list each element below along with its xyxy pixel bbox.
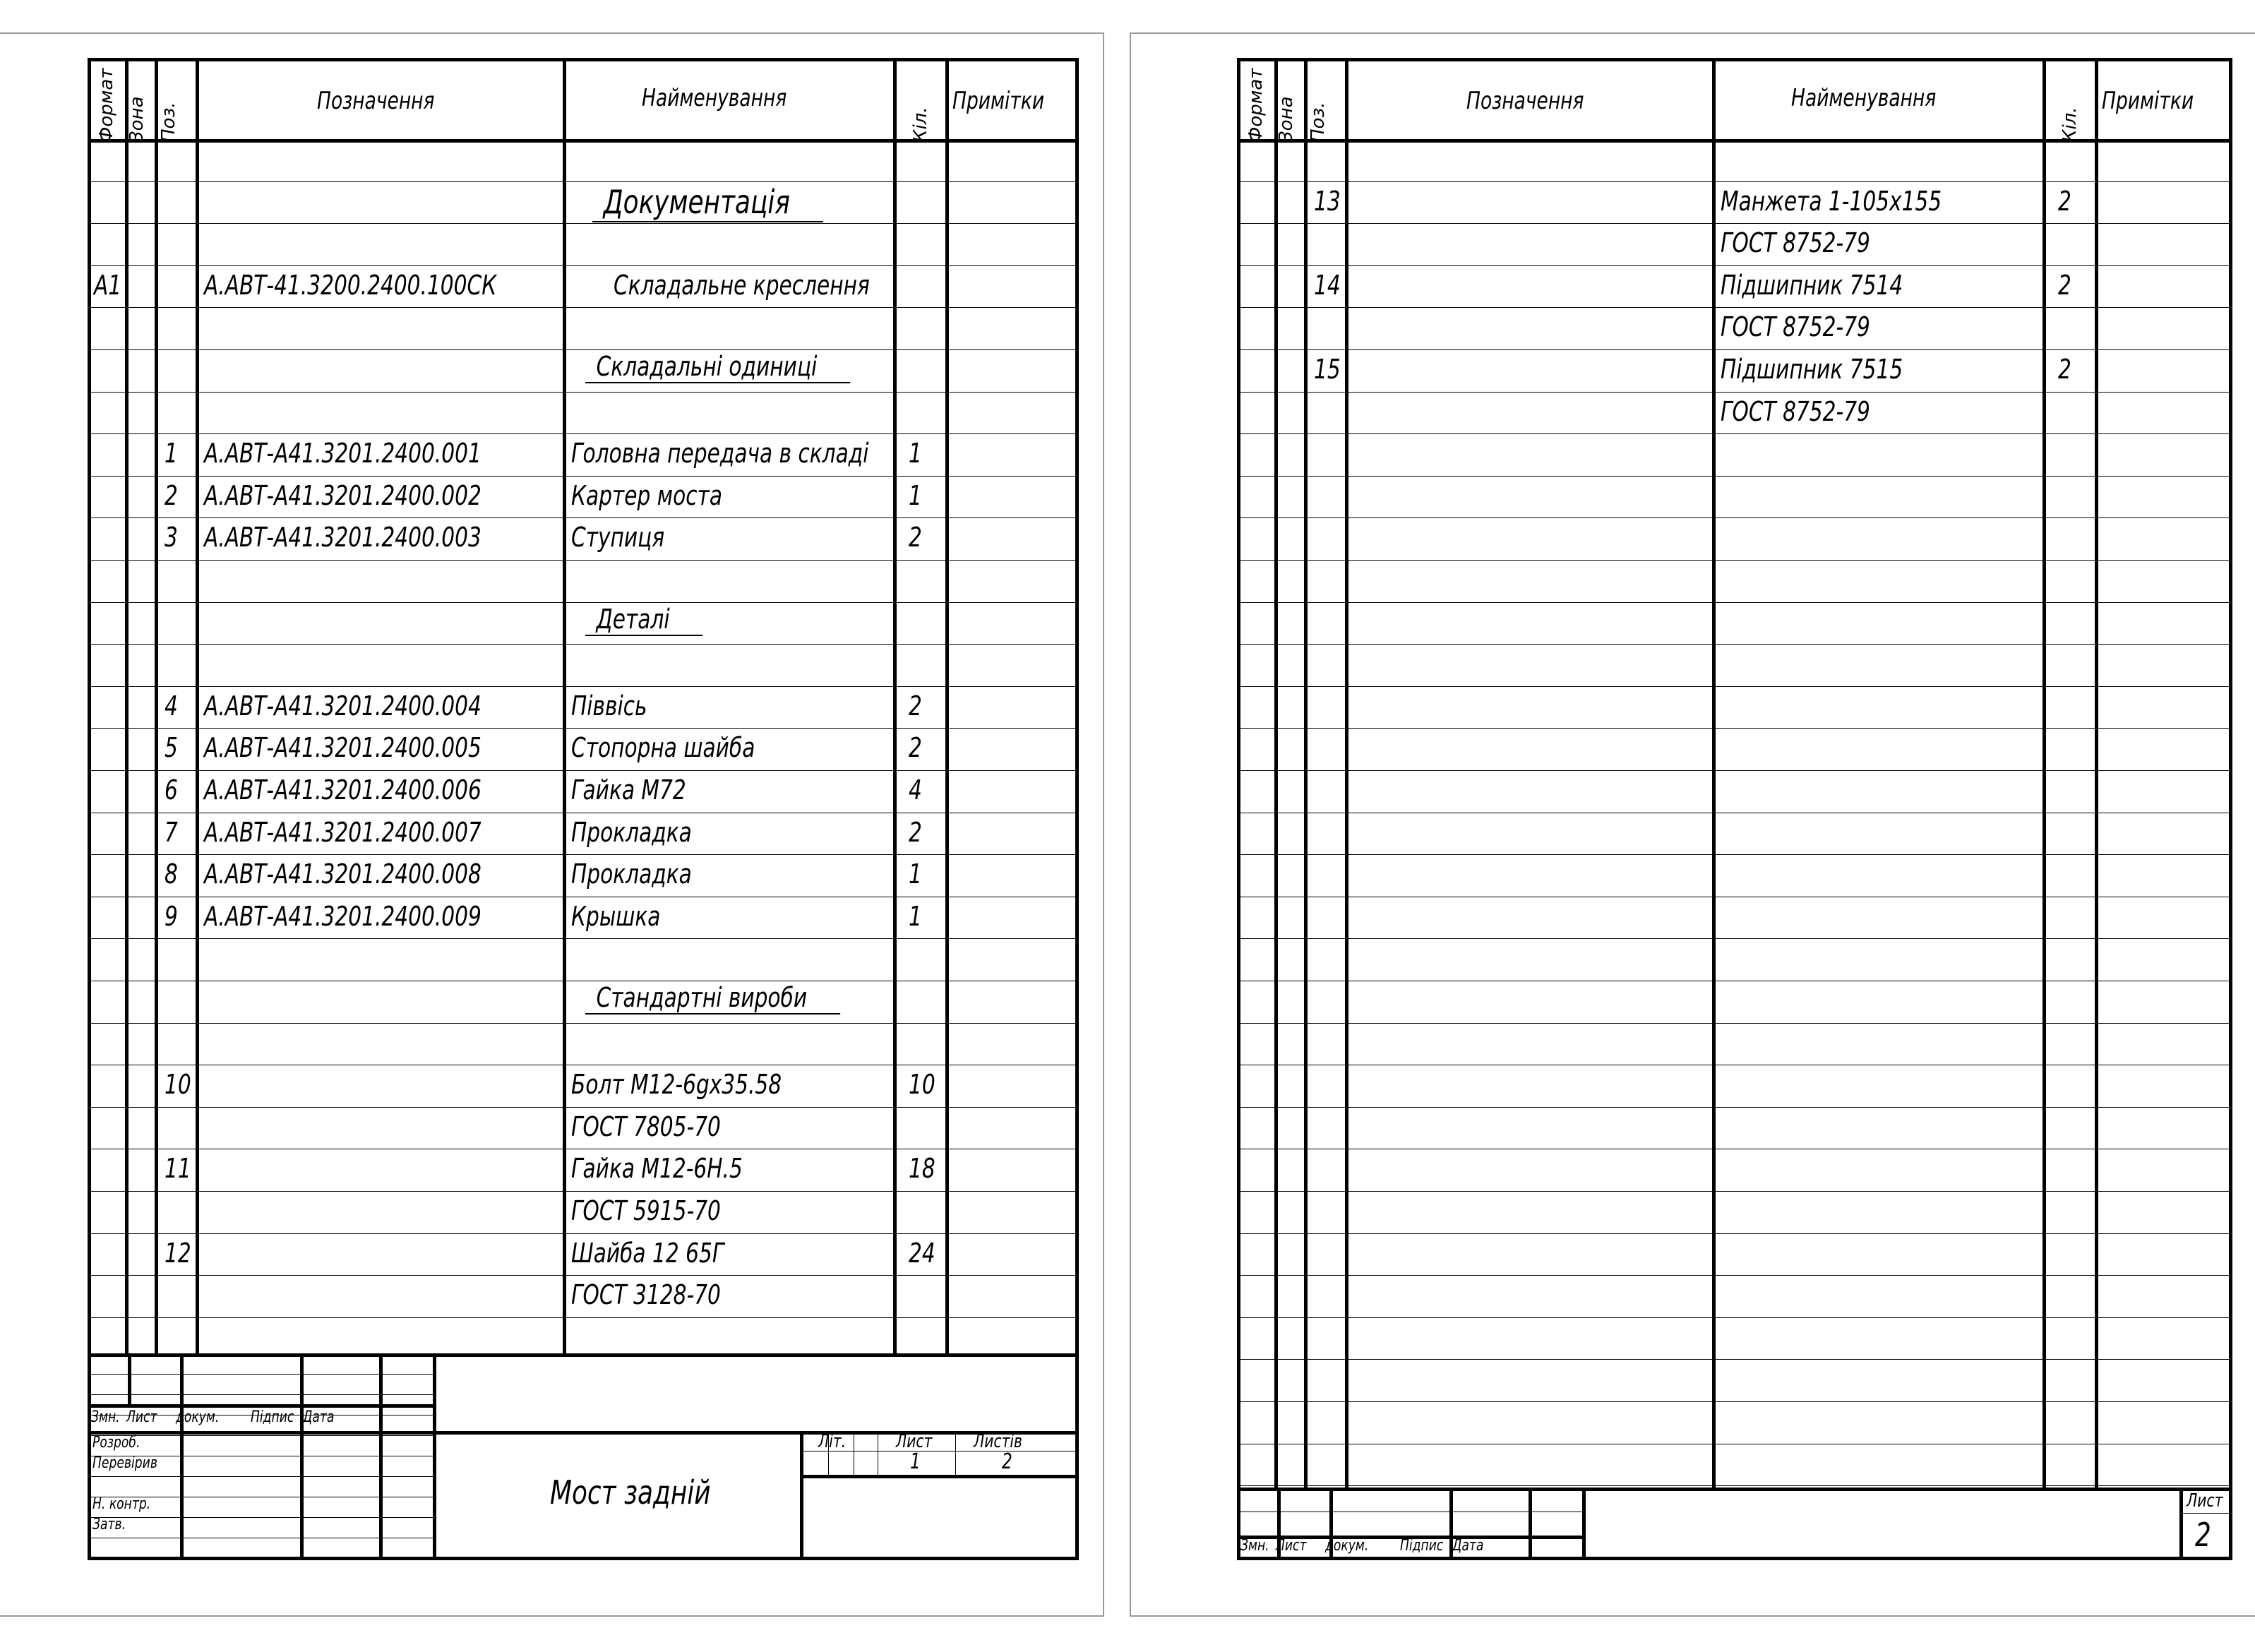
titleblock-row-line: [2179, 1513, 2229, 1514]
table-row-line: [91, 181, 1075, 182]
row-name: ГОСТ 8752-79: [1721, 395, 1870, 427]
row-designation: А.АВТ-А41.3201.2400.007: [204, 816, 481, 848]
row-designation: А.АВТ-А41.3201.2400.006: [204, 774, 481, 806]
titleblock-col-label: Підпис: [251, 1408, 294, 1426]
table-row-line: [91, 476, 1075, 477]
header-qty: Кіл.: [2059, 107, 2081, 143]
table-row-line: [91, 349, 1075, 350]
section-heading: Складальні одиниці: [585, 351, 850, 383]
table-row-line: [1240, 307, 2229, 308]
table-column-line: [1304, 61, 1308, 1488]
titleblock-line: [1582, 1488, 1586, 1557]
header-designation: Позначення: [317, 87, 435, 115]
titleblock-role-label: Н. контр.: [92, 1495, 151, 1513]
row-position: 6: [165, 774, 178, 806]
row-position: 5: [165, 732, 178, 764]
row-position: 15: [1314, 354, 1341, 385]
section-heading: Документація: [592, 183, 823, 222]
table-row-line: [91, 1317, 1075, 1318]
table-column-line: [196, 61, 199, 1353]
table-row-line: [1240, 1107, 2229, 1108]
row-quantity: 24: [909, 1237, 935, 1269]
row-quantity: 2: [909, 690, 922, 722]
row-name: Шайба 12 65Г: [571, 1237, 724, 1269]
titleblock-col-label: Підпис: [1400, 1537, 1444, 1555]
row-position: 9: [165, 900, 178, 932]
table-row-line: [91, 938, 1075, 939]
titleblock-line: [800, 1431, 803, 1557]
table-row-line: [1240, 517, 2229, 518]
row-position: 8: [165, 858, 178, 890]
header-format: Формат: [1245, 68, 1267, 143]
row-name: Підшипник 7515: [1721, 354, 1903, 385]
section-heading: Стандартні вироби: [585, 982, 840, 1014]
table-row-line: [1240, 1191, 2229, 1192]
table-row-line: [1240, 349, 2229, 350]
row-name: ГОСТ 8752-79: [1721, 227, 1870, 259]
row-quantity: 1: [909, 479, 922, 511]
header-name: Найменування: [1791, 84, 1937, 112]
row-quantity: 2: [2058, 354, 2071, 385]
table-row-line: [91, 265, 1075, 266]
table-row-line: [91, 686, 1075, 687]
sheets-value: 2: [1002, 1449, 1012, 1474]
row-name: Ступиця: [571, 522, 665, 553]
row-position: 3: [165, 522, 178, 553]
row-position: 12: [165, 1237, 191, 1269]
table-column-line: [2095, 61, 2098, 1488]
header-designation: Позначення: [1466, 87, 1584, 115]
row-name: Піввісь: [571, 690, 647, 722]
document-title: Мост задній: [550, 1473, 711, 1512]
titleblock-top: [91, 1353, 1075, 1357]
header-pos: Поз.: [1308, 102, 1329, 143]
table-row-line: [91, 307, 1075, 308]
table-row-line: [91, 602, 1075, 603]
table-row-line: [1240, 1485, 2229, 1486]
sheet-2-frame: [1237, 58, 2232, 1560]
header-qty: Кіл.: [910, 107, 931, 143]
row-quantity: 2: [909, 732, 922, 764]
row-name: Складальне креслення: [614, 269, 870, 301]
row-designation: А.АВТ-А41.3201.2400.005: [204, 732, 481, 764]
header-divider: [1240, 139, 2229, 143]
sheet-1-frame: [88, 58, 1079, 1560]
table-row-line: [91, 560, 1075, 561]
table-row-line: [1240, 686, 2229, 687]
table-row-line: [1240, 392, 2229, 393]
titleblock-row-line: [91, 1394, 433, 1395]
table-row-line: [1240, 1359, 2229, 1360]
row-designation: А.АВТ-А41.3201.2400.008: [204, 858, 481, 890]
table-row-line: [91, 770, 1075, 771]
titleblock-col-label: Дата: [303, 1408, 335, 1426]
table-row-line: [91, 854, 1075, 855]
table-row-line: [1240, 560, 2229, 561]
header-notes: Примітки: [952, 87, 1045, 115]
table-row-line: [91, 644, 1075, 645]
table-row-line: [91, 1023, 1075, 1024]
titleblock-top: [1240, 1488, 2229, 1491]
titleblock-col-label: Лист: [1276, 1537, 1307, 1555]
titleblock-divider: [800, 1475, 1075, 1478]
table-column-line: [125, 61, 128, 1353]
sheet-value: 2: [2195, 1516, 2211, 1554]
table-row-line: [1240, 223, 2229, 224]
sheet-value: 1: [910, 1449, 921, 1474]
row-quantity: 1: [909, 438, 922, 469]
table-row-line: [1240, 433, 2229, 434]
sheet-2: [1130, 32, 2255, 1617]
lit-label: Літ.: [818, 1431, 847, 1452]
table-row-line: [1240, 1317, 2229, 1318]
table-row-line: [1240, 644, 2229, 645]
table-row-line: [1240, 476, 2229, 477]
table-row-line: [91, 433, 1075, 434]
row-name: Болт М12-6gх35.58: [571, 1069, 782, 1101]
row-quantity: 4: [909, 774, 922, 806]
table-column-line: [563, 61, 566, 1353]
table-row-line: [1240, 770, 2229, 771]
row-position: 13: [1314, 185, 1341, 217]
sheet-label: Лист: [896, 1431, 933, 1452]
row-name: Картер моста: [571, 479, 722, 511]
row-position: 14: [1314, 269, 1341, 301]
titleblock-line: [379, 1353, 383, 1557]
header-zone: Зона: [1276, 96, 1297, 143]
row-position: 1: [165, 438, 178, 469]
table-row-line: [91, 392, 1075, 393]
titleblock-line: [180, 1353, 184, 1557]
row-designation: А.АВТ-А41.3201.2400.002: [204, 479, 481, 511]
row-position: 7: [165, 816, 178, 848]
row-name: Прокладка: [571, 816, 692, 848]
row-quantity: 10: [909, 1069, 935, 1101]
table-column-line: [1274, 61, 1278, 1488]
table-row-line: [1240, 728, 2229, 729]
row-quantity: 2: [2058, 185, 2071, 217]
table-row-line: [1240, 1023, 2229, 1024]
titleblock-col-label: докум.: [176, 1408, 220, 1426]
row-designation: А.АВТ-А41.3201.2400.009: [204, 900, 481, 932]
table-row-line: [91, 517, 1075, 518]
titleblock-line: [1529, 1488, 1532, 1557]
row-name: ГОСТ 5915-70: [571, 1195, 721, 1226]
table-column-line: [2042, 61, 2046, 1488]
titleblock-divider: [91, 1404, 433, 1408]
row-name: ГОСТ 7805-70: [571, 1111, 721, 1142]
row-name: Гайка М72: [571, 774, 686, 806]
section-heading: Деталі: [585, 604, 702, 636]
header-pos: Поз.: [158, 102, 179, 143]
table-row-line: [91, 1107, 1075, 1108]
row-position: 10: [165, 1069, 191, 1101]
titleblock-role-label: Перевірив: [92, 1454, 157, 1472]
table-row-line: [1240, 181, 2229, 182]
row-quantity: 2: [2058, 269, 2071, 301]
table-row-line: [1240, 1275, 2229, 1276]
row-quantity: 1: [909, 900, 922, 932]
table-row-line: [1240, 854, 2229, 855]
header-name: Найменування: [642, 84, 787, 112]
table-column-line: [945, 61, 949, 1353]
titleblock-col-label: Змн.: [91, 1408, 120, 1426]
sheets-label: Листів: [974, 1431, 1022, 1452]
header-notes: Примітки: [2102, 87, 2194, 115]
table-row-line: [91, 1191, 1075, 1192]
titleblock-role-label: Розроб.: [92, 1434, 140, 1452]
row-name: Прокладка: [571, 858, 692, 890]
titleblock-row-line: [91, 1517, 433, 1518]
titleblock-row-line: [91, 1374, 433, 1375]
table-row-line: [91, 728, 1075, 729]
row-name: Гайка М12-6Н.5: [571, 1153, 743, 1185]
titleblock-line: [300, 1353, 304, 1557]
titleblock-col-label: Дата: [1452, 1537, 1484, 1555]
table-row-line: [91, 223, 1075, 224]
titleblock-col-label: Лист: [126, 1408, 157, 1426]
row-name: Крышка: [571, 900, 661, 932]
header-format: Формат: [96, 68, 117, 143]
titleblock-col-label: докум.: [1325, 1537, 1369, 1555]
table-row-line: [1240, 265, 2229, 266]
titleblock-row-line: [91, 1435, 433, 1436]
table-row-line: [91, 1233, 1075, 1234]
row-quantity: 2: [909, 816, 922, 848]
row-quantity: 2: [909, 522, 922, 553]
row-position: 2: [165, 479, 178, 511]
row-name: Стопорна шайба: [571, 732, 755, 764]
row-name: Манжета 1-105х155: [1721, 185, 1942, 217]
row-quantity: 1: [909, 858, 922, 890]
table-row-line: [1240, 602, 2229, 603]
row-position: 11: [165, 1153, 191, 1185]
row-name: Головна передача в складі: [571, 438, 869, 469]
row-name: Підшипник 7514: [1721, 269, 1903, 301]
titleblock-line: [955, 1431, 956, 1475]
titleblock-row-line: [91, 1476, 433, 1477]
row-designation: А.АВТ-А41.3201.2400.001: [204, 438, 481, 469]
row-format: A1: [94, 269, 122, 301]
row-designation: А.АВТ-А41.3201.2400.003: [204, 522, 481, 553]
row-position: 4: [165, 690, 178, 722]
row-designation: А.АВТ-41.3200.2400.100СК: [204, 269, 497, 301]
row-designation: А.АВТ-А41.3201.2400.004: [204, 690, 481, 722]
titleblock-line: [433, 1353, 436, 1557]
titleblock-line: [2179, 1488, 2183, 1557]
table-column-line: [1345, 61, 1348, 1488]
row-name: ГОСТ 8752-79: [1721, 311, 1870, 343]
table-column-line: [893, 61, 897, 1353]
titleblock-role-label: Затв.: [92, 1516, 126, 1533]
row-name: ГОСТ 3128-70: [571, 1279, 721, 1311]
table-row-line: [1240, 1233, 2229, 1234]
table-row-line: [1240, 938, 2229, 939]
row-quantity: 18: [909, 1153, 935, 1185]
header-zone: Зона: [126, 96, 148, 143]
sheet-label: Лист: [2187, 1490, 2223, 1512]
table-column-line: [1712, 61, 1716, 1488]
titleblock-col-label: Змн.: [1240, 1537, 1269, 1555]
table-row-line: [91, 1275, 1075, 1276]
table-column-line: [155, 61, 158, 1353]
table-row-line: [1240, 1401, 2229, 1402]
titleblock-line: [128, 1353, 131, 1404]
sheet-1: [0, 32, 1104, 1617]
